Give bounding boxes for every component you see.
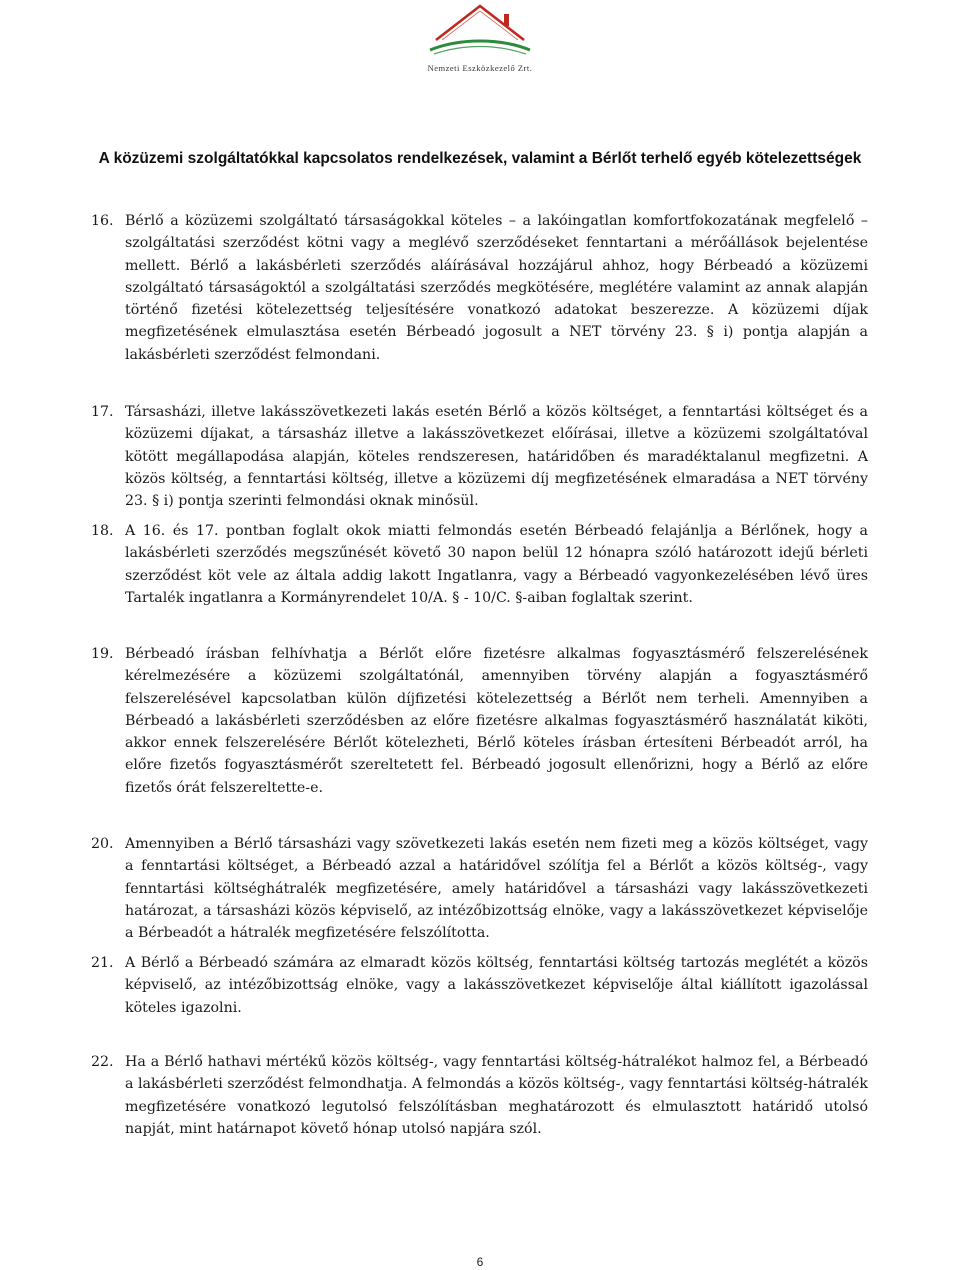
item-text: Amennyiben a Bérlő társasházi vagy szövetkezeti lakás esetén nem fizeti meg a közös költséget, vagy a fenntartási költséget, a Bérbeadó azzal a határidővel szólítja fel a Bérlőt a közös költség-, vagy fenntartási költséghátralék megfizetésére, amely határidővel a társasházi vagy lakásszövetkezeti határozat, a társasházi közös képviselő, az intézőbizottság elnöke, vagy a lakásszövetkezet képviselője a Bérbeadót a hátralék megfizetésére felszólította.: [125, 836, 868, 942]
page-number: 6: [476, 1255, 484, 1269]
section-title: A közüzemi szolgáltatókkal kapcsolatos rendelkezések, valamint a Bérlőt terhelő egyéb kötelezettségek: [98, 150, 862, 167]
item-text: A Bérlő a Bérbeadó számára az elmaradt közös költség, fenntartási költség tartozás meglétét a közös képviselő, az intézőbizottság elnöke, vagy a lakásszövetkezet képviselője által kiállított igazolással köteles igazolni.: [125, 955, 868, 1016]
item-text: Bérbeadó írásban felhívhatja a Bérlőt előre fizetésre alkalmas fogyasztásmérő felszerelésének kérelmezésére a közüzemi szolgáltatónál, amennyiben törvény alapján a fogyasztásmérő felszerelésével kapcsolatban külön díjfizetési kötelezettség a Bérlőt nem terheli. Amennyiben a Bérbeadó a lakásbérleti szerződésben az előre fizetésre alkalmas fogyasztásmérő használatát kiköti, akkor ennek felszerelésére Bérlőt kötelezheti, Bérlő köteles írásban értesíteni Bérbeadót arról, ha előre fizetős fogyasztásmérőt szereltetett fel. Bérbeadó jogosult ellenőrizni, hogy a Bérlő az előre fizetős órát felszereltette-e.: [125, 646, 868, 796]
list-item: [91, 833, 868, 944]
item-text: A 16. és 17. pontban foglalt okok miatti felmondás esetén Bérbeadó felajánlja a Bérlőnek, hogy a lakásbérleti szerződés megszűnését követő 30 napon belül 12 hónapra szóló határozott idejű bérleti szerződést köt vele az általa addig lakott Ingatlanra, vagy a Bérbeadó vagyonkezelésében lévő üres Tartalék ingatlanra a Kormányrendelet 10/A. § - 10/C. §-aiban foglaltak szerint.: [125, 523, 868, 606]
list-item: [91, 1051, 868, 1140]
list-item: [91, 952, 868, 1019]
item-number: 22.: [91, 1054, 114, 1070]
company-logo: [400, 0, 560, 82]
item-text: Társasházi, illetve lakásszövetkezeti lakás esetén Bérlő a közös költséget, a fenntartási költséget és a közüzemi díjakat, a társasház illetve a lakásszövetkezet előírásai, illetve a közüzemi szolgáltatóval kötött megállapodása alapján, köteles rendszeresen, határidőben és maradéktalanul megfizetni. A közös költség, a fenntartási költség, illetve a közüzemi díj megfizetésének elmaradása a NET törvény 23. § i) pontja szerinti felmondási oknak minősül.: [125, 404, 868, 510]
house-roof-icon: [420, 0, 540, 62]
list-item: [91, 401, 868, 512]
list-item: [91, 210, 868, 366]
item-number: 16.: [91, 213, 114, 229]
list-item: [91, 520, 868, 609]
item-number: 18.: [91, 523, 114, 539]
item-number: 19.: [91, 646, 114, 662]
list-item: [91, 643, 868, 799]
item-text: Bérlő a közüzemi szolgáltató társaságokkal köteles – a lakóingatlan komfortfokozatának megfelelő – szolgáltatási szerződést kötni vagy a meglévő szerződéseket fenntartani a mérőállások bejelentése mellett. Bérlő a lakásbérleti szerződés aláírásával hozzájárul ahhoz, hogy Bérbeadó a közüzemi szolgáltató társaságoktól a szolgáltatási szerződés megkötésére, meglétére valamint az annak alapján történő fizetési kötelezettség teljesítésére vonatkozó adatokat beszerezze. A közüzemi díjak megfizetésének elmulasztása esetén Bérbeadó jogosult a NET törvény 23. § i) pontja alapján a lakásbérleti szerződést felmondani.: [125, 213, 868, 363]
item-number: 21.: [91, 955, 114, 971]
item-text: Ha a Bérlő hathavi mértékű közös költség-, vagy fenntartási költség-hátralékot halmoz fel, a Bérbeadó a lakásbérleti szerződést felmondhatja. A felmondás a közös költség-, vagy fenntartási költség-hátralék megfizetésére vonatkozó legutolsó felszólításban meghatározott és elmulasztott határidő utolsó napját, mint határnapot követő hónap utolsó napjára szól.: [125, 1054, 868, 1137]
item-number: 17.: [91, 404, 114, 420]
logo-text: Nemzeti Eszközkezelő Zrt.: [427, 63, 533, 73]
item-number: 20.: [91, 836, 114, 852]
